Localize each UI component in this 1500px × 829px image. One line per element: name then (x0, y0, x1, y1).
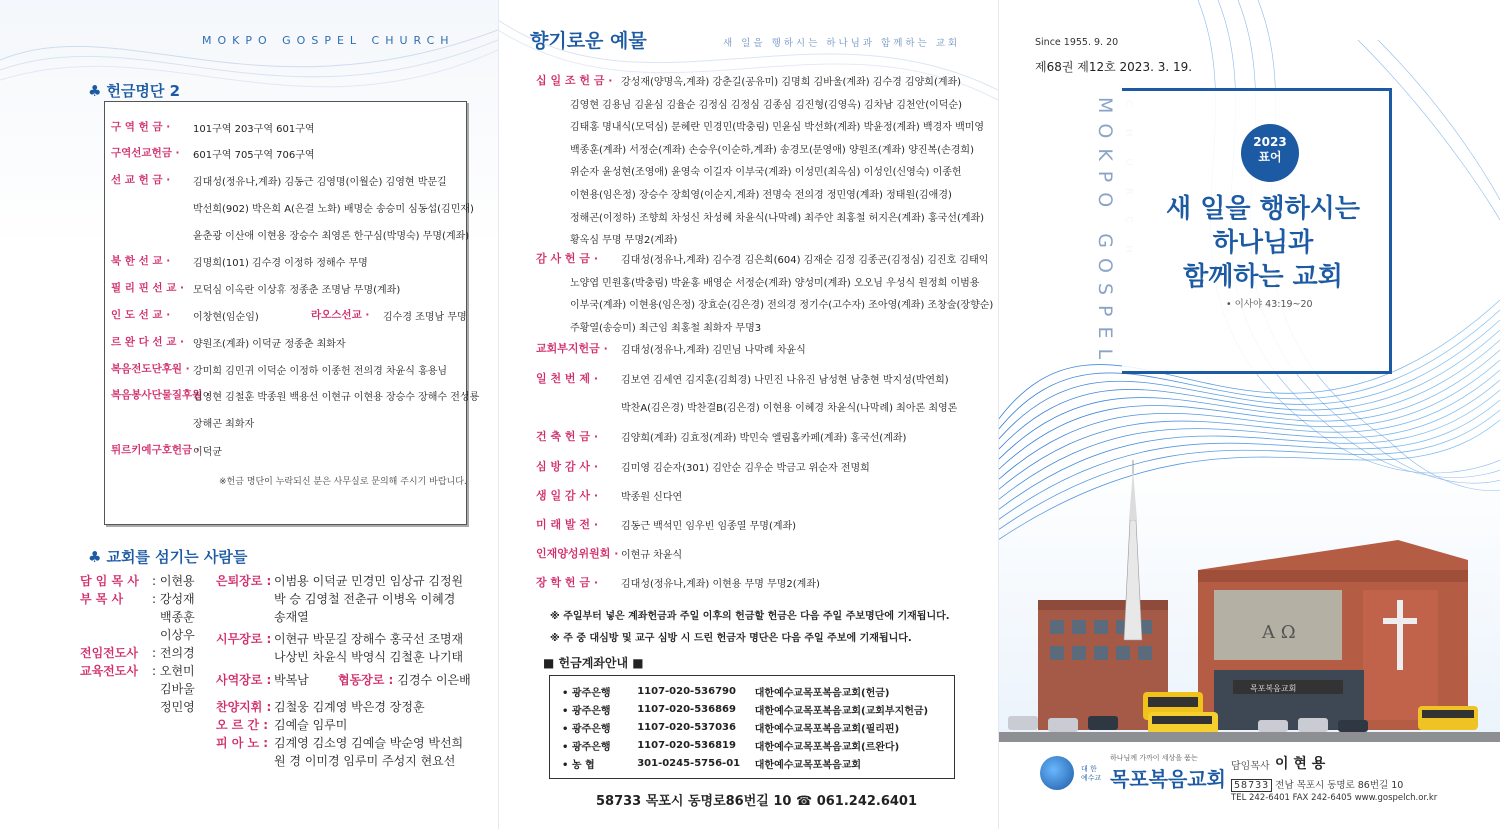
staff-row (216, 648, 463, 666)
offering-category-label: 일 천 번 제 · (536, 372, 599, 385)
offering-names: 김양희(계좌) 김효정(계좌) 박민숙 엘림홈카페(계좌) 홍국선(계좌) (621, 433, 907, 444)
account-number: 1107-020-536819 (637, 739, 736, 751)
staff-row: 교육전도사 : 오현미 (80, 664, 195, 678)
offering-category-label: 심 방 감 사 · (536, 460, 599, 473)
offering-names: 김영현 김용님 김윤심 김율순 김정심 김정심 김종심 김진형(김영옥) 김차남 김천안(이덕순) (570, 99, 962, 111)
account-row (562, 754, 954, 772)
staff-names: 이현규 박문길 장해수 홍국선 조명재 (274, 632, 464, 646)
offering-list-panel (0, 0, 498, 829)
offering-category-label: 장 학 헌 금 · (536, 576, 599, 589)
staff-section-title: ♣ 교회를 섬기는 사람들 (88, 548, 248, 566)
pastor-name: 이 현 용 (1275, 756, 1326, 772)
club-icon: ♣ (88, 82, 102, 100)
church-building-photo (998, 460, 1500, 760)
offering-names: 이현용(임은정) 장승수 장희영(이순지,계좌) 전명숙 전의경 정민영(계좌) 정태원(김애경) (570, 190, 952, 201)
staff-row (216, 671, 309, 689)
staff-row (80, 608, 195, 626)
offering-names: 주황열(송승미) 최근임 최홍철 최화자 무명3 (570, 322, 762, 334)
offering-names: 박찬A(김은경) 박찬결B(김은경) 이현용 이혜경 차윤식(나막례) 최아론 최영론 (621, 403, 958, 414)
offering-names: 601구역 705구역 706구역 (193, 150, 315, 161)
staff-row (80, 698, 195, 716)
account-number: 1107-020-536869 (637, 703, 736, 715)
offering-category-label: 인재양성위원회 · (536, 547, 619, 560)
postal-address: 58733 전남 목포시 동명로 86번길 10 (1231, 777, 1403, 791)
offering-names: 양원조(계좌) 이덕균 정종춘 최화자 (193, 339, 346, 350)
motto-text: 새 일을 행하시는 하나님과 함께하는 교회 (1166, 194, 1360, 292)
postal-code: 58733 (1231, 779, 1272, 792)
offering-names: 정해곤(이정하) 조향희 차성신 차성혜 차윤식(나막례) 최주안 최홍철 허지은(계좌) 홍국선(계좌) (570, 212, 985, 224)
staff-role: 오 르 간 : (216, 718, 269, 732)
offering-names: 김보연 김세연 김지훈(김희경) 나민진 나유진 남성현 남충현 박지성(박연희) (621, 375, 949, 386)
offering-names: 이부국(계좌) 이현용(임은정) 장효순(김은경) 전의경 정기수(고수자) 조아영(계좌) 조창술(장향순) (570, 300, 994, 312)
vertical-church-name: MOKPO GOSPEL (1094, 97, 1116, 370)
notice-1: ※ 주일부터 넣은 계좌헌금과 주일 이후의 헌금할 헌금은 다음 주일 주보명단에 기재됩니다. (550, 611, 950, 622)
account-holder: 대한예수교목포복음교회(교회부지헌금) (754, 705, 929, 717)
offering-category-label: 미 래 발 전 · (536, 518, 599, 531)
staff-row (216, 734, 463, 752)
offering-names: 이덕균 (193, 447, 222, 458)
offering-section-title: ♣ 헌금명단 2 (88, 82, 181, 100)
staff-names: 나상빈 차윤식 박영식 김철훈 나기태 (274, 650, 464, 664)
account-number: 301-0245-5756-01 (637, 757, 741, 769)
offering-names: 강미희 김민귀 이덕순 이정하 이종헌 전의경 차윤식 홍용님 (193, 366, 448, 377)
offering-category-label: 십 일 조 헌 금 · (536, 74, 613, 87)
church-name-en: MOKPO GOSPEL CHURCH (202, 34, 455, 47)
account-bank: • 광주은행 (562, 705, 611, 717)
pastor-role: 담임목사 (1231, 761, 1270, 772)
offering-category-label: 감 사 헌 금 · (536, 252, 599, 265)
offering-category-label: 복음봉사단물질후원 · (111, 389, 210, 401)
staff-role: 부 목 사 (80, 592, 124, 606)
offering-category-label: 구 역 헌 금 · (111, 121, 171, 133)
offering-category-label: 튀르키예구호헌금 · (111, 444, 200, 456)
account-table (562, 682, 954, 772)
offering-names: 김수경 조명남 무명 (383, 312, 467, 323)
staff-names: 박 승 김영철 전춘규 이병옥 이혜경 (274, 592, 456, 606)
account-title: ■ 헌금계좌안내 ■ (543, 656, 644, 670)
staff-names: 이범용 이덕균 민경민 임상규 김정원 (274, 574, 464, 588)
offering-names: 이창현(임순임) (193, 312, 259, 323)
account-bank: • 광주은행 (562, 723, 611, 735)
scripture-ref: • 이사야 43:19~20 (1226, 299, 1313, 310)
fragrant-offering-panel (498, 0, 998, 829)
staff-row: 부 목 사 : 강성재 (80, 592, 195, 606)
offering-names: 김영현 김철훈 박종원 백용선 이현규 이현용 장승수 장해수 전성룡 (193, 392, 480, 403)
offering-names: 김대성(정유나,계좌) 김민님 나막례 차윤식 (621, 345, 806, 356)
staff-name: 김바울 (160, 682, 195, 696)
staff-role: 담 임 목 사 (80, 574, 139, 588)
building-sign: 목포복음교회 (1250, 684, 1297, 693)
notice-2: ※ 주 중 대심방 및 교구 심방 시 드린 헌금자 명단은 다음 주일 주보에 기재됩니다. (550, 633, 912, 644)
offering-names: 윤춘광 이산애 이현용 장승수 최영론 한구심(박명숙) 무명(계좌) (193, 231, 470, 242)
church-logo-icon (1040, 756, 1074, 790)
section-subtitle: 새 일을 행하시는 하나님과 함께하는 교회 (723, 38, 961, 49)
staff-names: 송재열 (274, 610, 309, 624)
account-row (562, 700, 954, 718)
offering-names: 장해곤 최화자 (193, 419, 255, 430)
staff-names: 원 경 이미경 임루미 주성지 현요선 (274, 754, 456, 768)
staff-row: 전임전도사 : 전의경 (80, 646, 195, 660)
staff-row (80, 680, 195, 698)
offering-category-label: 라오스선교 · (311, 309, 370, 321)
staff-row (216, 716, 347, 734)
offering-category-label: 건 축 헌 금 · (536, 430, 599, 443)
staff-name: 백종훈 (160, 610, 195, 624)
staff-row (338, 671, 471, 689)
staff-role: 전임전도사 (80, 646, 138, 660)
motto-badge: 2023 표어 (1241, 124, 1299, 182)
account-box (549, 675, 955, 779)
staff-row (216, 630, 463, 648)
offering-names: 김대성(정유나,계좌) 이현용 무명 무명2(계좌) (621, 579, 820, 590)
staff-name: 오현미 (159, 664, 195, 678)
staff-row (216, 608, 309, 626)
staff-row (216, 752, 455, 770)
staff-row: 담 임 목 사 : 이현용 (80, 574, 195, 588)
staff-names: 김계영 김소영 김예슬 박순영 박선희 (274, 736, 464, 750)
account-holder: 대한예수교목포복음교회 (754, 759, 862, 771)
offering-category-label: 생 일 감 사 · (536, 489, 599, 502)
account-row (562, 736, 954, 754)
church-name-ko: 목포복음교회 (1110, 767, 1226, 791)
offering-names: 김태홍 명내식(모덕심) 문혜란 민경민(박충림) 민윤심 박선화(계좌) 박윤정(계좌) 백경자 백미영 (570, 122, 985, 134)
staff-name: 정민영 (160, 700, 195, 714)
offering-category-label: 필 리 핀 선 교 · (111, 282, 184, 294)
staff-row (216, 572, 463, 590)
cover-panel (998, 0, 1500, 829)
staff-name: 이현용 (159, 574, 195, 588)
logo-tagline: 하나님께 가까이 세상을 품는 (1110, 754, 1198, 762)
offering-category-label: 르 완 다 선 교 · (111, 336, 184, 348)
fold-line (498, 0, 499, 829)
staff-row (216, 698, 425, 716)
offering-names: 김대성(정유나,계좌) 김동근 김영명(이월순) 김영현 박문길 (193, 177, 447, 188)
offering-category-label: 구역선교헌금 · (111, 147, 180, 159)
account-number: 1107-020-536790 (637, 685, 736, 697)
staff-names: 박복남 (274, 673, 309, 687)
offering-names: 황옥심 무명 무명2(계좌) (570, 235, 678, 247)
staff-role: 교육전도사 (80, 664, 138, 678)
issue-info: 제68권 제12호 2023. 3. 19. (1035, 60, 1193, 74)
staff-name: 이상우 (160, 628, 195, 642)
offering-names: 김동근 백석민 임우빈 임종열 무명(계좌) (621, 521, 797, 532)
staff-name: 전의경 (159, 646, 195, 660)
staff-row (216, 590, 455, 608)
offering-names: 박선희(902) 박은희 A(은결 노화) 배명순 송승미 심동섭(김민재) (193, 204, 474, 215)
staff-names: 김경수 이은배 (397, 673, 471, 687)
offering-category-label: 인 도 선 교 · (111, 309, 171, 321)
church-address: 58733 목포시 동명로86번길 10 ☎ 061.242.6401 (596, 794, 918, 809)
fold-line (998, 0, 999, 829)
offering-category-label: 복음전도단후원 · (111, 363, 190, 375)
offering-names: 노양엽 민원홍(박충림) 박윤홍 배영순 서정순(계좌) 양성미(계좌) 오오님 우성식 원정희 이범용 (570, 277, 980, 289)
offering-names: 김미영 김순자(301) 김안순 김우순 박금고 위순자 전명희 (621, 463, 870, 474)
offering-names: 이현규 차윤식 (621, 550, 683, 561)
svg-text:A Ω: A Ω (1262, 622, 1296, 643)
offering-note: ※헌금 명단이 누락되신 분은 사무실로 문의해 주시기 바랍니다. (219, 477, 467, 487)
staff-role: 은퇴장로 : (216, 574, 272, 588)
account-bank: • 광주은행 (562, 741, 611, 753)
account-holder: 대한예수교목포복음교회(헌금) (754, 687, 890, 699)
offering-names: 김명희(101) 김수경 이정하 정해수 무명 (193, 258, 368, 269)
staff-role: 시무장로 : (216, 632, 272, 646)
account-row (562, 682, 954, 700)
offering-names: 강성재(양명옥,계좌) 강춘길(공유미) 김명희 김바울(계좌) 김수경 김양희(계좌) (621, 77, 962, 88)
offering-names: 백종훈(계좌) 서정순(계좌) 손승우(이순하,계좌) 송경모(문영애) 양원조(계좌) 양진복(손경희) (570, 144, 974, 156)
offering-names: 101구역 203구역 601구역 (193, 124, 315, 135)
staff-role: 사역장로 : (216, 673, 272, 687)
offering-names: 박종원 신다연 (621, 492, 683, 503)
account-row (562, 718, 954, 736)
staff-role: 협동장로 : (338, 673, 394, 687)
staff-names: 김예슬 임루미 (274, 718, 348, 732)
logo-small: 대 한 예수교 (1081, 765, 1102, 782)
staff-role: 피 아 노 : (216, 736, 269, 750)
offering-category-label: 교회부지헌금 · (536, 342, 608, 355)
offering-names: 김대성(정유나,계좌) 김수경 김은희(604) 김재순 김정 김종곤(김정심) 김진호 김태익 (621, 255, 989, 266)
staff-role: 찬양지휘 : (216, 700, 272, 714)
offering-box (104, 101, 480, 525)
offering-category-label: 북 한 선 교 · (111, 255, 171, 267)
account-bank: • 광주은행 (562, 687, 611, 699)
offering-category-label: 선 교 헌 금 · (111, 174, 171, 186)
staff-row (80, 626, 195, 644)
contact-info: TEL 242-6401 FAX 242-6405 www.gospelch.or.kr (1231, 793, 1438, 803)
staff-name: 강성재 (159, 592, 195, 606)
account-number: 1107-020-537036 (637, 721, 736, 733)
account-holder: 대한예수교목포복음교회(르완다) (754, 741, 900, 753)
since-date: Since 1955. 9. 20 (1035, 37, 1119, 48)
offering-names: 위순자 윤성현(조영애) 윤영숙 이길자 이부국(계좌) 이성민(최옥심) 이성인(신영숙) 이종헌 (570, 167, 962, 179)
offering-names: 모덕심 이옥란 이상휴 정종춘 조명남 무명(계좌) (193, 285, 401, 296)
section-title: 향기로운 예물 (530, 30, 647, 52)
club-icon: ♣ (88, 548, 102, 566)
account-bank: • 농 협 (562, 759, 595, 771)
account-holder: 대한예수교목포복음교회(필리핀) (754, 723, 900, 735)
staff-names: 김철웅 김계영 박은경 장정훈 (274, 700, 425, 714)
